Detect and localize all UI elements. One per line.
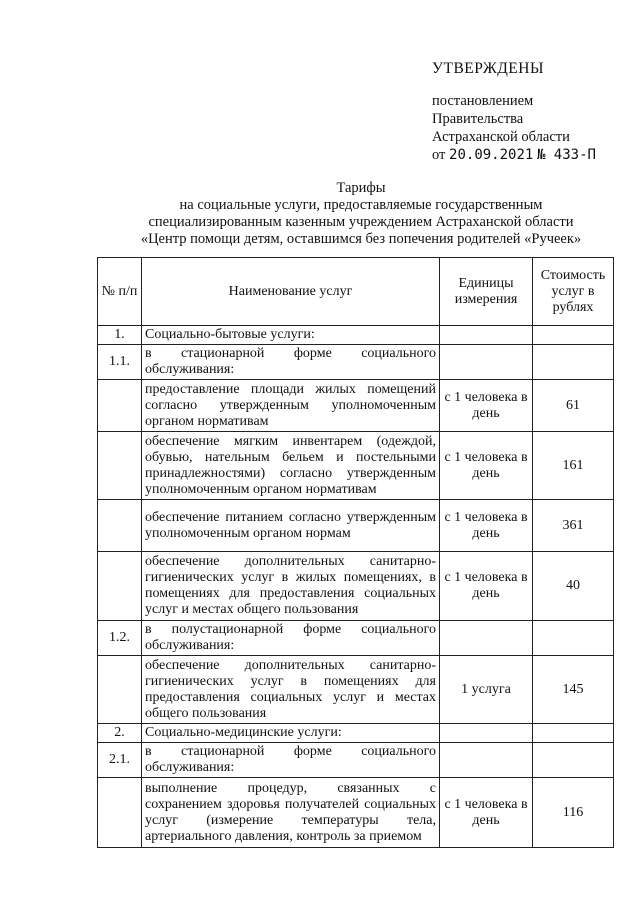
approval-heading: УТВЕРЖДЕНЫ [432,60,544,77]
row-num [98,552,142,621]
row-price: 40 [533,552,614,621]
table-row [98,724,614,743]
row-num [98,500,142,552]
document-title [96,180,626,248]
row-unit: с 1 человека в день [440,432,533,500]
approval-line-2: Правительства [432,111,524,127]
header-num: № п/п [98,258,142,326]
row-unit [440,345,533,380]
row-price: 145 [533,656,614,724]
table-row [98,656,614,724]
row-unit [440,621,533,656]
approval-line-3: Астраханской области [432,129,570,145]
row-name: Социально-медицинские услуги: [142,724,440,743]
row-num: 2.1. [98,743,142,778]
header-price: Стоимость услуг в рублях [533,258,614,326]
approval-number: № 433-П [536,147,596,163]
row-price [533,345,614,380]
approval-date: 20.09.2021 [449,147,534,163]
table-header-row [98,258,614,326]
table-row [98,432,614,500]
row-unit [440,326,533,345]
title-line-4: «Центр помощи детям, оставшимся без попечения родителей «Ручеек» [140,231,582,247]
row-price: 361 [533,500,614,552]
title-line-1: Тарифы [336,180,386,196]
row-name: обеспечение дополнительных санитарно-гигиенических услуг в жилых помещениях, в помещениях для предоставления социальных услуг и местах общего пользования [142,552,440,621]
row-price [533,724,614,743]
table-row [98,552,614,621]
table-row [98,326,614,345]
row-num [98,656,142,724]
row-price [533,743,614,778]
row-num: 1.2. [98,621,142,656]
tariffs-table [97,257,614,848]
table-row [98,743,614,778]
row-unit [440,724,533,743]
row-name: обеспечение питанием согласно утвержденным уполномоченным органом нормам [142,500,440,552]
row-name: предоставление площади жилых помещений согласно утвержденным уполномоченным органом нормативам [142,380,440,432]
row-num: 1. [98,326,142,345]
row-num [98,778,142,848]
row-name: в стационарной форме социального обслуживания: [142,345,440,380]
table-row [98,621,614,656]
row-unit: с 1 человека в день [440,500,533,552]
title-line-3: специализированным казенным учреждением Астраханской области [148,214,574,230]
row-price: 161 [533,432,614,500]
row-unit: с 1 человека в день [440,380,533,432]
table-row [98,380,614,432]
approval-line-1: постановлением [432,93,534,109]
row-unit: с 1 человека в день [440,552,533,621]
approval-block [432,60,632,164]
row-num [98,380,142,432]
row-price: 61 [533,380,614,432]
row-price: 116 [533,778,614,848]
row-name: обеспечение мягким инвентарем (одеждой, обувью, нательным бельем и постельными принадлежностями) согласно утвержденным уполномоченным органом нормативам [142,432,440,500]
row-name: обеспечение дополнительных санитарно-гигиенических услуг в помещениях для предоставления социальных услуг и местах общего пользования [142,656,440,724]
row-name: в полустационарной форме социального обслуживания: [142,621,440,656]
title-line-2: на социальные услуги, предоставляемые государственным [179,197,543,213]
row-num: 2. [98,724,142,743]
header-unit: Единицы измерения [440,258,533,326]
approval-date-line [432,146,632,164]
row-name: Социально-бытовые услуги: [142,326,440,345]
table-row [98,778,614,848]
row-name: в стационарной форме социального обслуживания: [142,743,440,778]
row-price [533,621,614,656]
row-num [98,432,142,500]
header-name: Наименование услуг [142,258,440,326]
row-unit [440,743,533,778]
row-num: 1.1. [98,345,142,380]
row-price [533,326,614,345]
table-row [98,500,614,552]
table-row [98,345,614,380]
row-unit: 1 услуга [440,656,533,724]
approval-from-label: от [432,147,446,163]
row-unit: с 1 человека в день [440,778,533,848]
row-name: выполнение процедур, связанных с сохранением здоровья получателей социальных услуг (измерение температуры тела, артериального давления, контроль за приемом [142,778,440,848]
